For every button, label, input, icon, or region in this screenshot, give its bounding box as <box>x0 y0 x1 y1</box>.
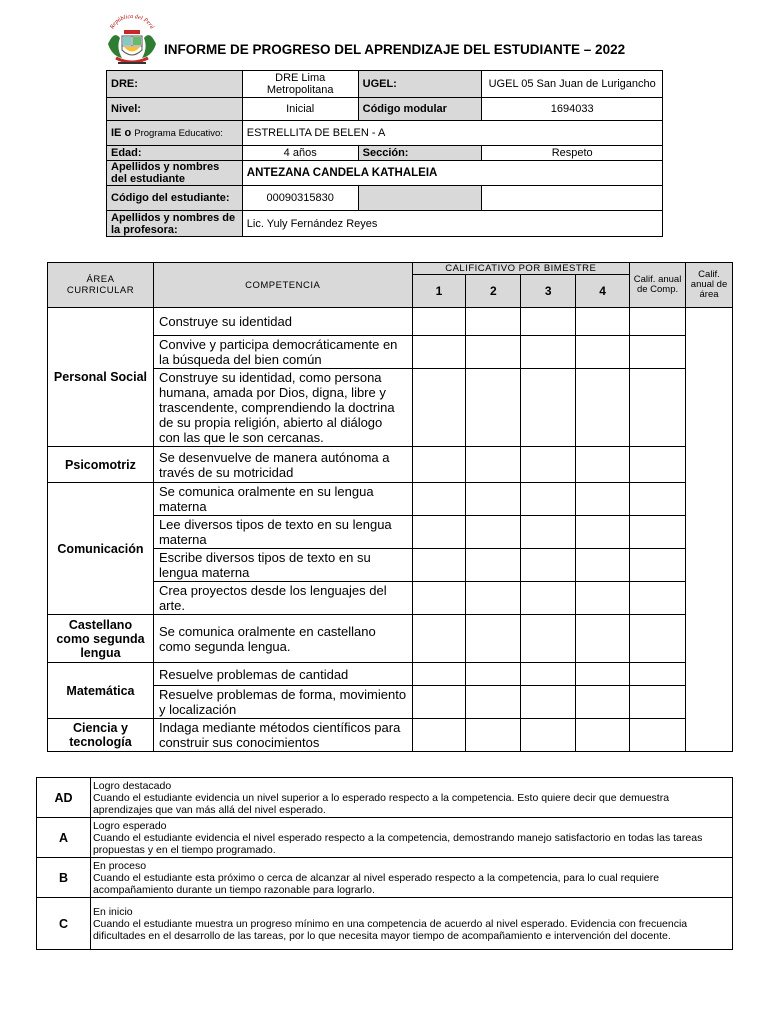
legend-level: B <box>37 858 91 898</box>
ie-label-main: IE o <box>111 126 132 139</box>
calif-comp-cell[interactable] <box>630 549 686 582</box>
codigo-estudiante-value: 00090315830 <box>242 186 358 211</box>
legend-description <box>90 858 732 898</box>
ugel-value: UGEL 05 San Juan de Lurigancho <box>482 71 663 98</box>
grade-cell[interactable] <box>576 447 630 483</box>
grade-cell[interactable] <box>576 369 630 447</box>
grade-cell[interactable] <box>576 483 630 516</box>
calif-comp-cell[interactable] <box>630 686 686 719</box>
bimestre-2: 2 <box>466 275 521 308</box>
dre-value: DRE Lima Metropolitana <box>242 71 358 98</box>
grade-cell[interactable] <box>466 686 521 719</box>
calif-comp-cell[interactable] <box>630 663 686 686</box>
table-row <box>48 483 733 516</box>
codigo-estudiante-label: Código del estudiante: <box>107 186 243 211</box>
ie-label <box>107 121 243 146</box>
svg-text:República del Perú <box>109 14 155 31</box>
competencia-text: Se desenvuelve de manera autónoma a través de su motricidad <box>153 447 412 483</box>
area-name: Ciencia y tecnología <box>48 719 154 752</box>
grade-cell[interactable] <box>521 447 576 483</box>
profesora-label: Apellidos y nombres de la profesora: <box>107 211 243 237</box>
grade-cell[interactable] <box>466 582 521 615</box>
competencia-text: Crea proyectos desde los lenguajes del arte. <box>153 582 412 615</box>
calif-comp-cell[interactable] <box>630 615 686 663</box>
legend-row <box>37 778 733 818</box>
empty-cell <box>482 186 663 211</box>
competencia-text: Indaga mediante métodos científicos para construir sus conocimientos <box>153 719 412 752</box>
legend-level: AD <box>37 778 91 818</box>
grade-cell[interactable] <box>412 483 466 516</box>
competencia-text: Escribe diversos tipos de texto en su lengua materna <box>153 549 412 582</box>
nivel-label: Nivel: <box>107 98 243 121</box>
bimestre-4: 4 <box>576 275 630 308</box>
edad-value: 4 años <box>242 146 358 161</box>
table-row <box>48 615 733 663</box>
calif-comp-cell[interactable] <box>630 516 686 549</box>
grade-cell[interactable] <box>521 483 576 516</box>
area-header: ÁREA CURRICULAR <box>48 263 154 308</box>
legend-row <box>37 898 733 950</box>
grade-cell[interactable] <box>412 719 466 752</box>
area-name: Comunicación <box>48 483 154 615</box>
table-row <box>48 308 733 336</box>
estudiante-value: ANTEZANA CANDELA KATHALEIA <box>242 161 662 186</box>
grade-cell[interactable] <box>576 686 630 719</box>
grade-cell[interactable] <box>576 615 630 663</box>
empty-gray-cell <box>358 186 482 211</box>
grade-cell[interactable] <box>576 663 630 686</box>
legend-text: Cuando el estudiante muestra un progreso mínimo en una competencia de acuerdo al nivel esperado. Evidencia con frecuencia dificultades en el desarrollo de las tareas, por lo que necesita mayor tiempo de acompañamiento e intervención del docente. <box>92 917 688 942</box>
legend-title: En inicio <box>92 905 133 918</box>
grade-cell[interactable] <box>521 336 576 369</box>
grade-cell[interactable] <box>412 686 466 719</box>
competencia-text: Construye su identidad, como persona humana, amada por Dios, digna, libre y trascendente, comprendiendo la doctrina de su propia religión, abierto al diálogo con las que le son cercanas. <box>153 369 412 447</box>
grade-cell[interactable] <box>466 336 521 369</box>
grade-cell[interactable] <box>521 369 576 447</box>
nivel-value: Inicial <box>242 98 358 121</box>
legend-table <box>36 777 733 950</box>
grade-cell[interactable] <box>521 549 576 582</box>
legend-description <box>90 898 732 950</box>
grade-cell[interactable] <box>412 549 466 582</box>
competencia-text: Se comunica oralmente en su lengua materna <box>153 483 412 516</box>
seccion-label: Sección: <box>358 146 482 161</box>
legend-description <box>90 778 732 818</box>
legend-level: A <box>37 818 91 858</box>
ie-value: ESTRELLITA DE BELEN - A <box>242 121 662 146</box>
table-row <box>48 447 733 483</box>
grade-cell[interactable] <box>466 615 521 663</box>
grade-cell[interactable] <box>521 516 576 549</box>
grade-cell[interactable] <box>466 447 521 483</box>
table-row <box>48 719 733 752</box>
ugel-label: UGEL: <box>358 71 482 98</box>
calif-comp-cell[interactable] <box>630 336 686 369</box>
grade-cell[interactable] <box>521 663 576 686</box>
competencia-text: Lee diversos tipos de texto en su lengua materna <box>153 516 412 549</box>
area-name: Personal Social <box>48 308 154 447</box>
grade-cell[interactable] <box>466 483 521 516</box>
grade-cell[interactable] <box>412 336 466 369</box>
area-name: Psicomotriz <box>48 447 154 483</box>
calif-comp-header: Calif. anual de Comp. <box>630 263 686 308</box>
legend-row <box>37 858 733 898</box>
grades-body <box>48 308 733 752</box>
legend-body <box>37 778 733 950</box>
calif-area-header: Calif. anual de área <box>686 263 733 308</box>
grade-cell[interactable] <box>466 719 521 752</box>
estudiante-label: Apellidos y nombres del estudiante <box>107 161 243 186</box>
competencia-text: Resuelve problemas de cantidad <box>153 663 412 686</box>
grade-cell[interactable] <box>576 336 630 369</box>
dre-label: DRE: <box>107 71 243 98</box>
legend-title: En proceso <box>92 859 147 872</box>
ie-sublabel: Programa Educativo: <box>134 127 223 139</box>
grade-cell[interactable] <box>576 308 630 336</box>
grade-cell[interactable] <box>412 516 466 549</box>
legend-text: Cuando el estudiante evidencia un nivel superior a lo esperado respecto a la competencia. Esto quiere decir que demuestra aprendizajes que van más allá del nivel esperado. <box>92 791 670 816</box>
calif-comp-cell[interactable] <box>630 582 686 615</box>
area-name: Castellano como segunda lengua <box>48 615 154 663</box>
grade-cell[interactable] <box>576 719 630 752</box>
bimestre-1: 1 <box>412 275 466 308</box>
legend-title: Logro destacado <box>92 779 172 792</box>
grade-cell[interactable] <box>521 308 576 336</box>
legend-text: Cuando el estudiante esta próximo o cerca de alcanzar al nivel esperado respecto a la competencia, para lo cual requiere acompañamiento durante un tiempo razonable para lograrlo. <box>92 871 660 896</box>
bimestre-header: CALIFICATIVO POR BIMESTRE <box>412 263 630 275</box>
calif-comp-cell[interactable] <box>630 447 686 483</box>
competencia-text: Se comunica oralmente en castellano como segunda lengua. <box>153 615 412 663</box>
grade-cell[interactable] <box>412 308 466 336</box>
grade-cell[interactable] <box>466 516 521 549</box>
area-name: Matemática <box>48 663 154 719</box>
grade-cell[interactable] <box>576 582 630 615</box>
competencia-text: Convive y participa democráticamente en la búsqueda del bien común <box>153 336 412 369</box>
bimestre-3: 3 <box>521 275 576 308</box>
legend-level: C <box>37 898 91 950</box>
grade-cell[interactable] <box>576 516 630 549</box>
codigo-modular-value: 1694033 <box>482 98 663 121</box>
grade-cell[interactable] <box>466 663 521 686</box>
grade-cell[interactable] <box>521 719 576 752</box>
grade-cell[interactable] <box>521 582 576 615</box>
codigo-modular-label: Código modular <box>358 98 482 121</box>
calif-comp-cell[interactable] <box>630 483 686 516</box>
report-title: INFORME DE PROGRESO DEL APRENDIZAJE DEL ESTUDIANTE – 2022 <box>164 42 626 57</box>
profesora-value: Lic. Yuly Fernández Reyes <box>242 211 662 237</box>
student-info-table <box>106 70 663 237</box>
grade-cell[interactable] <box>466 308 521 336</box>
grade-cell[interactable] <box>412 582 466 615</box>
legend-title: Logro esperado <box>92 819 167 832</box>
emblem-caption: República del Perú <box>109 14 155 31</box>
competencia-text: Resuelve problemas de forma, movimiento y localización <box>153 686 412 719</box>
grade-cell[interactable] <box>412 447 466 483</box>
calif-comp-cell[interactable] <box>630 719 686 752</box>
competencia-header: COMPETENCIA <box>153 263 412 308</box>
grade-cell[interactable] <box>576 549 630 582</box>
edad-label: Edad: <box>107 146 243 161</box>
grade-cell[interactable] <box>466 369 521 447</box>
legend-description <box>90 818 732 858</box>
grade-cell[interactable] <box>521 615 576 663</box>
calif-comp-cell[interactable] <box>630 369 686 447</box>
legend-row <box>37 818 733 858</box>
grade-cell[interactable] <box>466 549 521 582</box>
seccion-value: Respeto <box>482 146 663 161</box>
grade-cell[interactable] <box>521 686 576 719</box>
table-row <box>48 663 733 686</box>
calif-comp-cell[interactable] <box>630 308 686 336</box>
peru-emblem-icon <box>104 14 160 66</box>
grades-table <box>47 262 733 752</box>
competencia-text: Construye su identidad <box>153 308 412 336</box>
grade-cell[interactable] <box>412 663 466 686</box>
calif-area-cell[interactable] <box>686 308 733 752</box>
grade-cell[interactable] <box>412 369 466 447</box>
grade-cell[interactable] <box>412 615 466 663</box>
legend-text: Cuando el estudiante evidencia el nivel esperado respecto a la competencia, demostrando manejo satisfactorio en todas las tareas propuestas y en el tiempo programado. <box>92 831 703 856</box>
